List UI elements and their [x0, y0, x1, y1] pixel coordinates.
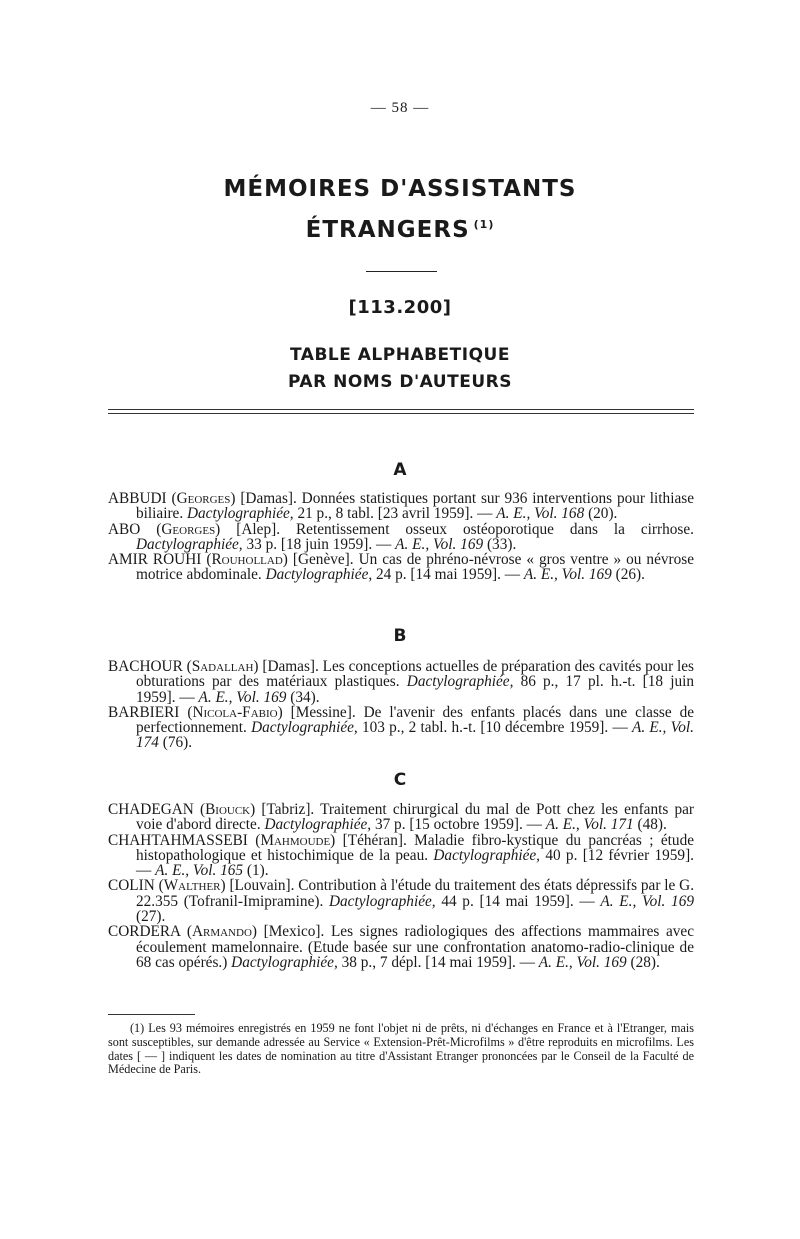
entry-author: ABO [108, 520, 141, 538]
entry-number: (28). [630, 953, 660, 971]
entry-author: CORDERA [108, 923, 181, 941]
entry-author: CHADEGAN [108, 801, 194, 818]
entry [108, 552, 694, 583]
entry-publication: Dactylographiée, [186, 505, 294, 523]
section-letter-c: C [393, 770, 407, 790]
entry-given-name: (Georges) [171, 490, 236, 507]
entry-details: 86 p., 17 pl. h.-t. [18 juin 1959]. — [136, 673, 695, 706]
entry-journal: A. E., Vol. 174 [136, 719, 694, 752]
entry-details: 40 p. [12 février 1959]. — [136, 846, 694, 880]
entry-journal: A. E., Vol. 171 [545, 816, 634, 834]
entry-author: AMIR ROUHI [108, 551, 202, 569]
entry-number: (26). [615, 566, 645, 584]
entry-title: [Tabriz]. Traitement chirurgical du mal de Pott chez les enfants par voie d'abord directe. [136, 801, 695, 834]
entry-publication: Dactylographiée, [231, 953, 338, 971]
entry-publication: Dactylographiée, [433, 846, 540, 864]
entry-publication: Dactylographiée, [265, 566, 373, 584]
section-entries-c [108, 802, 694, 970]
entry [108, 659, 694, 705]
entry-given-name: (Sadallah) [186, 658, 259, 675]
entry-details: 38 p., 7 dépl. [14 mai 1959]. — [341, 953, 535, 971]
footnote: (1) Les 93 mémoires enregistrés en 1959 ne font l'objet ni de prêts, ni d'échanges en France et à l'Etranger, mais sont susceptibles, sur demande adressée au Service « Extension-Prêt-Microfilms » d'être reproduits en microfilms. Les dates [ — ] indiquent les dates de nomination au titre d'Assistant Etranger prononcées par le Conseil de la Faculté de Médecine de Paris. [108, 1021, 694, 1077]
entry-journal: A. E., Vol. 168 [496, 505, 585, 523]
entry-number: (34). [290, 688, 320, 706]
section-entries-a [108, 491, 694, 583]
entry [108, 491, 694, 522]
entry-details: 103 p., 2 tabl. h.-t. [10 décembre 1959]. — [361, 719, 628, 737]
section-letter-a: A [393, 460, 407, 480]
footnote-mark: (1) [473, 218, 495, 232]
title-line-1: MÉMOIRES D'ASSISTANTS [223, 176, 577, 202]
entry-given-name: (Walther) [158, 877, 226, 895]
entry [108, 522, 694, 553]
entry-given-name: (Armando) [186, 923, 257, 941]
entry [108, 705, 694, 751]
entry-author: BARBIERI [108, 703, 180, 721]
entry-title: [Genève]. Un cas de phréno-névrose « gros ventre » ou névrose motrice abdominale. [136, 551, 695, 584]
entry-title: [Alep]. Retentissement osseux ostéoporotique dans la cirrhose. [236, 520, 694, 538]
entry-author: COLIN [108, 877, 155, 895]
entry-details: 44 p. [14 mai 1959]. — [441, 892, 595, 910]
title-text: ÉTRANGERS [305, 217, 470, 243]
entry-title: [Téhéran]. Maladie fibro-kystique du pancréas ; étude histopathologique et histochimique de la peau. [136, 831, 695, 864]
entry-title: [Damas]. Les conceptions actuelles de préparation des cavités pour les obturations par des matériaux plastiques. [136, 658, 694, 691]
entry-number: (33). [486, 535, 517, 553]
entry-author: BACHOUR [108, 658, 183, 675]
entry-details: 24 p. [14 mai 1959]. — [376, 566, 521, 584]
entry-journal: A. E., Vol. 169 [523, 566, 612, 584]
classification-code: [113.200] [348, 297, 452, 318]
entry-given-name: (Biouck) [200, 801, 256, 818]
footnote-rule [108, 1014, 195, 1015]
entry-details: 33 p. [18 juin 1959]. — [246, 535, 392, 553]
entry-number: (48). [637, 816, 667, 834]
entry-publication: Dactylographiée, [264, 816, 372, 834]
title-line-2 [0, 217, 800, 243]
page-number: — 58 — [370, 100, 430, 116]
section-entries-b [108, 659, 694, 751]
entry-publication: Dactylographiée, [136, 535, 243, 553]
entry-details: 21 p., 8 tabl. [23 avril 1959]. — [297, 505, 493, 523]
entry-given-name: (Georges) [156, 520, 221, 538]
entry-publication: Dactylographiée, [406, 673, 514, 691]
entry-number: (20). [588, 505, 618, 523]
subtitle-line-1: TABLE ALPHABETIQUE [290, 345, 510, 365]
entry-number: (76). [162, 734, 193, 752]
entry-author: ABBUDI [108, 490, 167, 507]
entry-journal: A. E., Vol. 169 [600, 892, 694, 910]
entry-publication: Dactylographiée, [251, 719, 358, 737]
entry [108, 878, 694, 924]
entry-title: [Mexico]. Les signes radiologiques des affections mammaires avec écoulement mamelonnaire. (Etude basée sur une confrontation anatomo-radio-clinique de 68 cas opérés.) [136, 923, 694, 971]
entry [108, 802, 694, 833]
entry-title: [Messine]. De l'avenir des enfants placés dans une classe de perfectionnement. [136, 703, 695, 737]
entry-details: 37 p. [15 octobre 1959]. — [374, 816, 542, 834]
entry [108, 833, 694, 879]
entry-title: [Damas]. Données statistiques portant sur 936 interventions pour lithiase biliaire. [136, 490, 694, 523]
entry-journal: A. E., Vol. 169 [198, 688, 287, 706]
entry-journal: A. E., Vol. 169 [395, 535, 484, 553]
entry-number: (1). [246, 862, 269, 880]
entry-journal: A. E., Vol. 165 [155, 862, 244, 880]
section-letter-b: B [393, 626, 407, 646]
entry-title: [Louvain]. Contribution à l'étude du traitement des états dépressifs par le G. 22.355 (Tofranil-Imipramine). [136, 877, 695, 910]
entry-given-name: (Mahmoude) [255, 831, 336, 849]
entry-given-name: (Nicola-Fabio) [187, 703, 283, 721]
title-rule [366, 271, 437, 272]
entry-publication: Dactylographiée, [328, 892, 436, 910]
section-divider [108, 409, 694, 414]
entry-number: (27). [136, 908, 166, 926]
entry [108, 924, 694, 970]
entry-author: CHAHTAHMASSEBI [108, 831, 248, 849]
entry-journal: A. E., Vol. 169 [538, 953, 627, 971]
subtitle-line-2: PAR NOMS D'AUTEURS [288, 372, 512, 392]
entry-given-name: (Rouhollad) [206, 551, 288, 569]
